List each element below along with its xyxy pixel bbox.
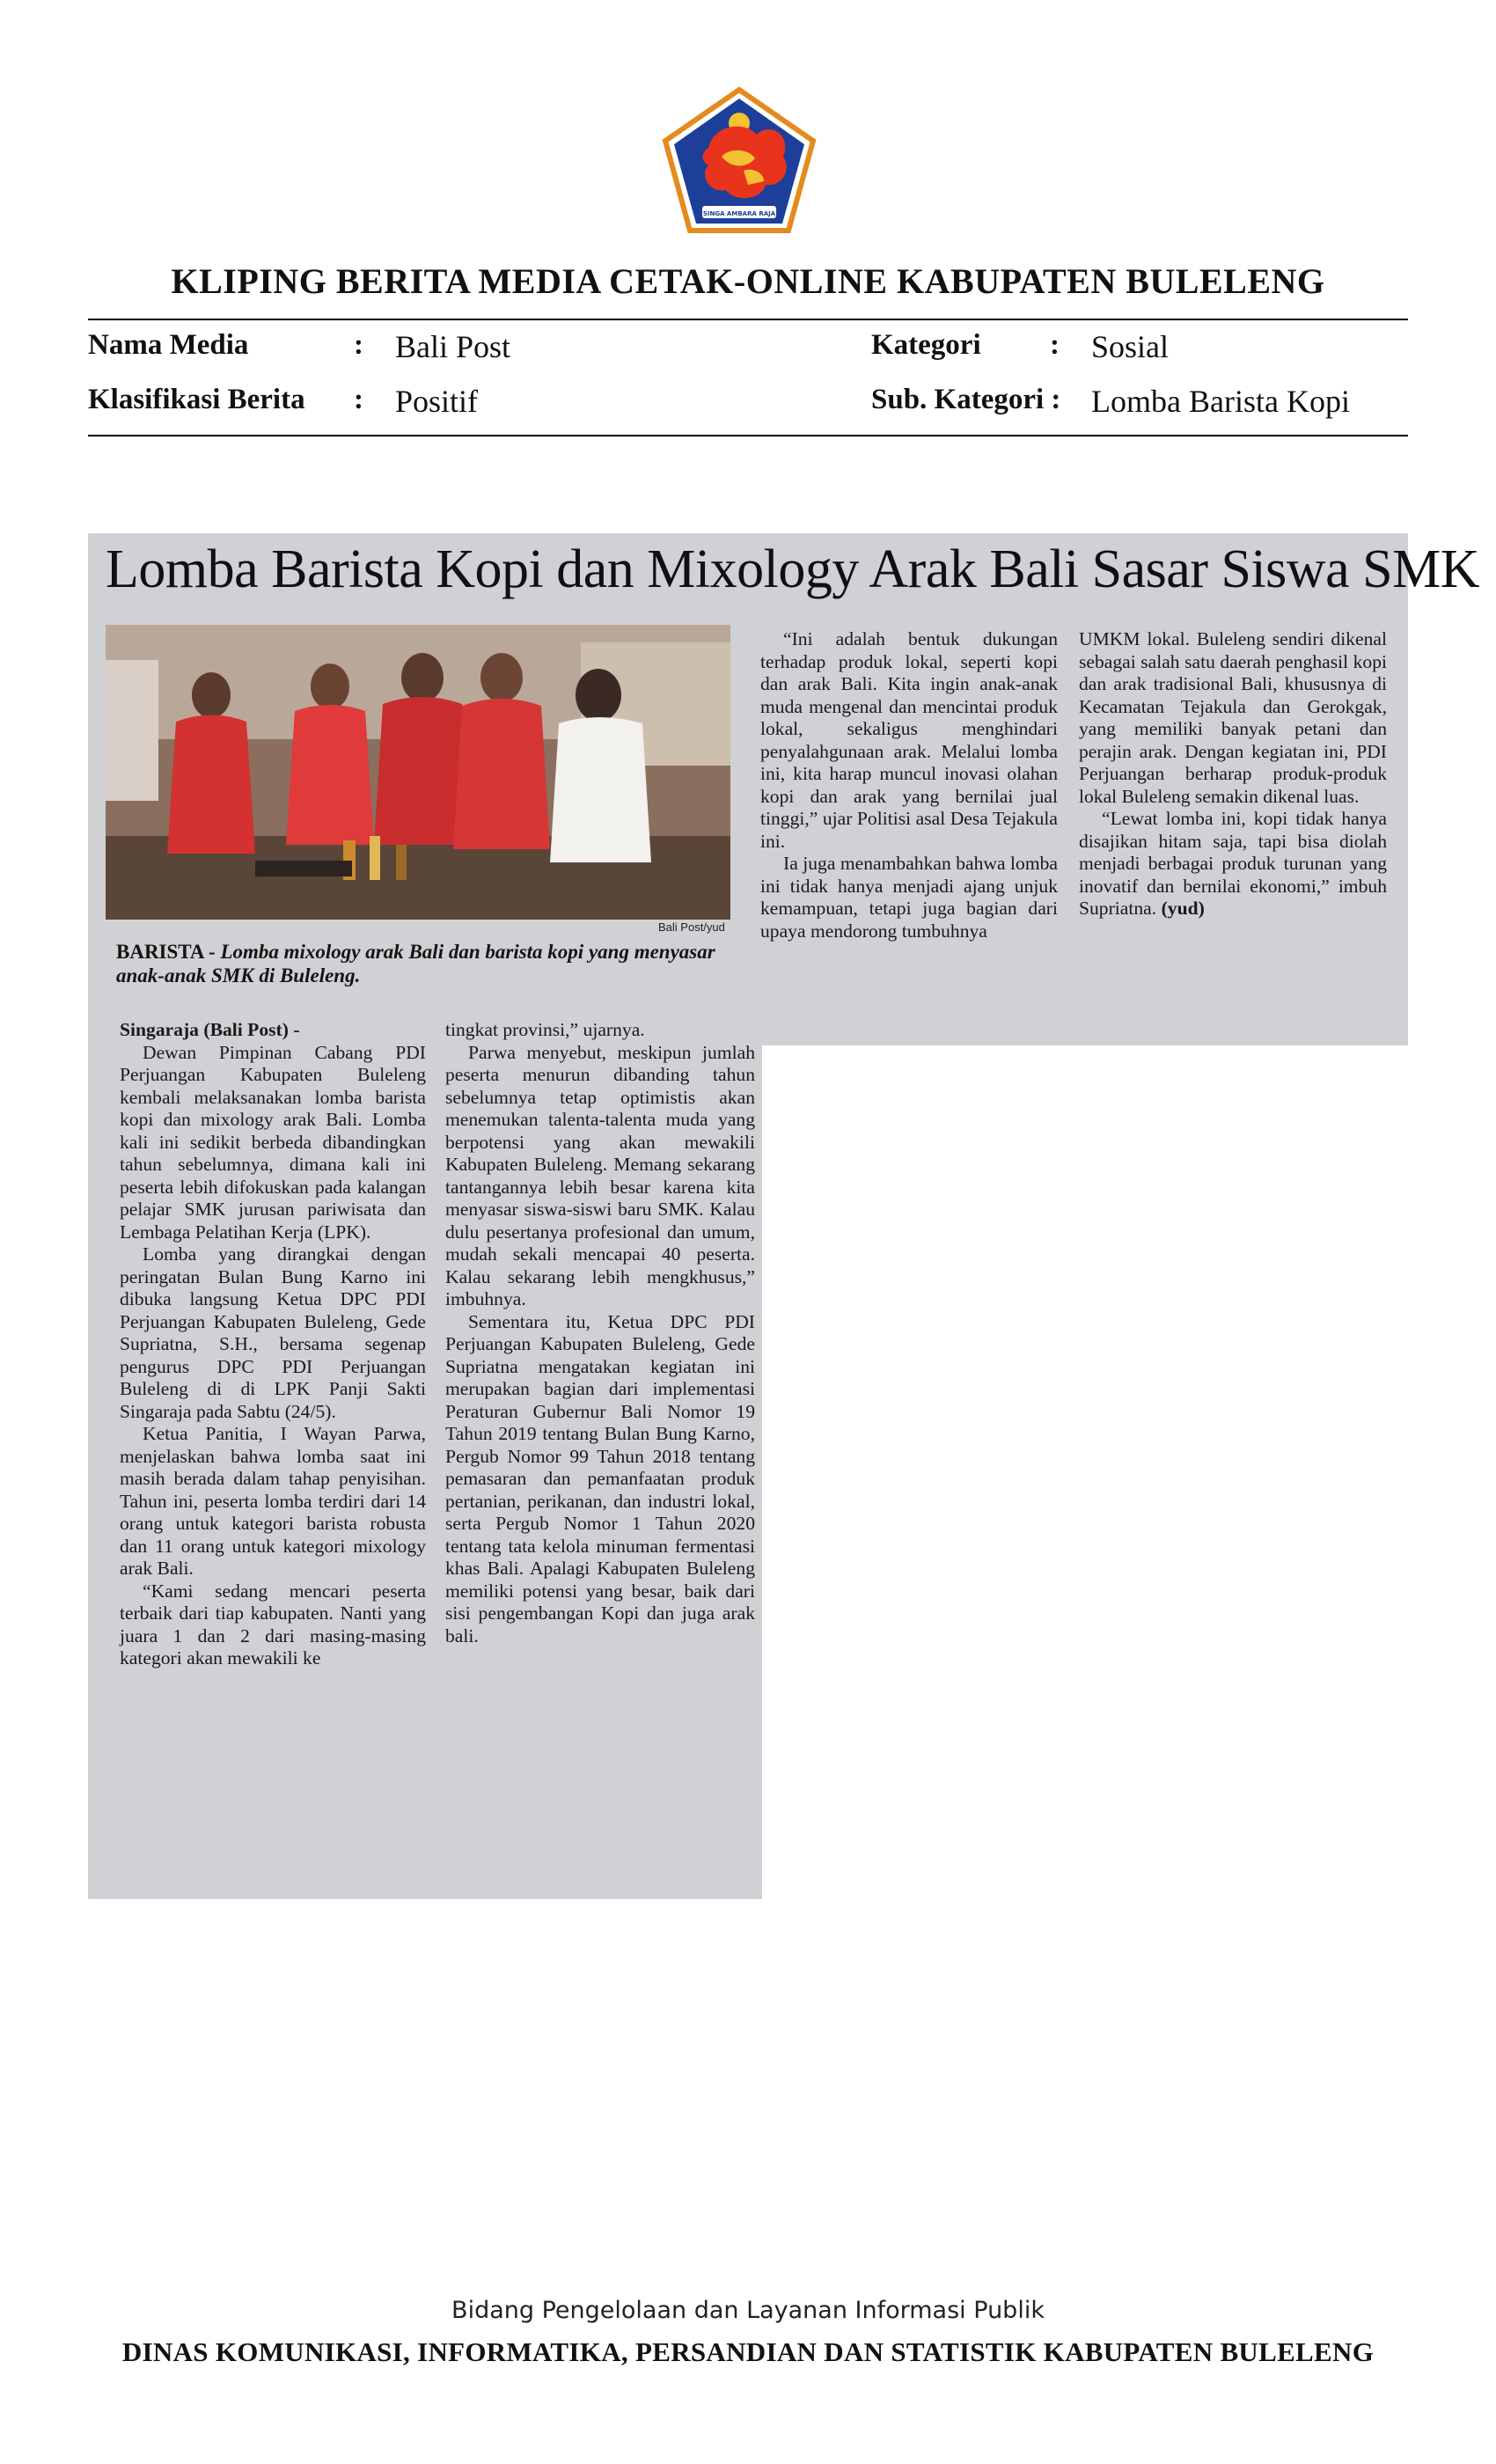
article-column-1 — [120, 1019, 426, 1670]
media-label: Nama Media — [88, 329, 249, 361]
logo-motto: SINGA AMBARA RAJA — [702, 210, 776, 217]
header-divider-top — [88, 319, 1408, 320]
paragraph: “Kami sedang mencari peserta terbaik dari tiap kabupaten. Nanti yang juara 1 dan 2 dari masing-masing kategori akan mewakili ke — [120, 1580, 426, 1668]
sub-kategori-label: Sub. Kategori : — [871, 384, 1061, 415]
paragraph: Sementara itu, Ketua DPC PDI Perjuangan Kabupaten Buleleng, Gede Supriatna mengatakan kegiatan ini merupakan bagian dari implementasi Peraturan Gubernur Bali Nomor 19 Tahun 2019 tentang Bulan Bung Karno, Pergub Nomor 99 Tahun 2018 tentang pemasaran dan pemanfaatan produk pertanian, perikanan, dan industri lokal, serta Pergub Nomor 1 Tahun 2020 tentang tata kelola minuman fermentasi khas Bali. Apalagi Kabupaten Buleleng memiliki potensi yang besar, baik dari sisi pengembangan Kopi dan juga arak bali. — [445, 1310, 755, 1646]
photo-caption — [116, 940, 741, 987]
klasifikasi-colon: : — [354, 384, 363, 415]
paragraph: Dewan Pimpinan Cabang PDI Perjuangan Kabupaten Buleleng kembali melaksanakan lomba barista kopi dan mixology arak Bali. Lomba kali ini sedikit berbeda dibandingkan tahun sebelumnya, dimana kali ini peserta lebih difokuskan pada kalangan pelajar SMK jurusan pariwisata dan Lembaga Pelatihan Kerja (LPK). — [120, 1041, 426, 1243]
author-signature: (yud) — [1161, 898, 1205, 919]
paragraph: Parwa menyebut, meskipun jumlah peserta menurun dibanding tahun sebelumnya tetap optimistis akan menemukan talenta-talenta muda yang berpotensi yang akan mewakili Kabupaten Buleleng. Memang sekarang tantangannya lebih besar karena kita menyasar siswa-siswi baru SMK. Kalau dulu pesertanya profesional dan umum, mudah sekali mencapai 40 peserta. Kalau sekarang lebih mengkhusus,” imbuhnya. — [445, 1041, 755, 1309]
media-value: Bali Post — [395, 329, 511, 364]
sub-kategori-value: Lomba Barista Kopi — [1091, 384, 1350, 419]
paragraph: UMKM lokal. Buleleng sendiri dikenal sebagai salah satu daerah penghasil kopi dan arak tradisional Bali, khususnya di Kecamatan Tejakula dan Gerokgak, yang memiliki banyak petani dan perajin arak. Dengan kegiatan ini, PDI Perjuangan berharap produk-produk lokal Buleleng semakin dikenal luas. — [1079, 628, 1387, 807]
caption-body: Lomba mixology arak Bali dan barista kopi yang menyasar anak-anak SMK di Buleleng. — [116, 941, 715, 986]
article-photo — [106, 625, 730, 920]
photo-credit: Bali Post/yud — [658, 920, 725, 934]
paragraph: Ia juga menambahkan bahwa lomba ini tidak hanya menjadi ajang unjuk kemampuan, tetapi juga bagian dari upaya mendorong tumbuhnya — [760, 853, 1058, 942]
article-column-2 — [445, 1019, 755, 1647]
article-column-3 — [760, 628, 1058, 942]
article-dateline: Singaraja (Bali Post) - — [120, 1019, 300, 1040]
kategori-label: Kategori — [871, 329, 981, 361]
media-colon: : — [354, 329, 363, 361]
page-title: KLIPING BERITA MEDIA CETAK-ONLINE KABUPATEN BULELENG — [171, 261, 1325, 301]
paragraph: “Ini adalah bentuk dukungan terhadap produk lokal, seperti kopi dan arak Bali. Kita ingin anak-anak muda mengenal dan mencintai produk lokal, sekaligus menghindari penyalahgunaan arak. Melalui lomba ini, kita harap muncul inovasi olahan kopi dan arak yang bernilai jual tinggi,” ujar Politisi asal Desa Tejakula ini. — [760, 628, 1058, 852]
klasifikasi-label: Klasifikasi Berita — [88, 384, 305, 415]
article-headline: Lomba Barista Kopi dan Mixology Arak Bali Sasar Siswa SMK — [106, 539, 1479, 599]
klasifikasi-value: Positif — [395, 384, 479, 419]
header-divider-bottom — [88, 435, 1408, 436]
paragraph: Ketua Panitia, I Wayan Parwa, menjelaskan bahwa lomba saat ini masih berada dalam tahap penyisihan. Tahun ini, peserta lomba terdiri dari 14 orang untuk kategori barista robusta dan 11 orang untuk kategori mixology arak Bali. — [120, 1423, 426, 1579]
paragraph: “Lewat lomba ini, kopi tidak hanya disajikan hitam saja, tapi bisa diolah menjadi berbagai produk turunan yang inovatif dan bernilai ekonomi,” imbuh Supriatna. — [1079, 808, 1387, 919]
article-column-4 — [1079, 628, 1387, 920]
kategori-value: Sosial — [1091, 329, 1170, 364]
kategori-colon: : — [1050, 329, 1060, 361]
footer-agency: DINAS KOMUNIKASI, INFORMATIKA, PERSANDIAN DAN STATISTIK KABUPATEN BULELENG — [121, 2336, 1375, 2367]
paragraph: tingkat provinsi,” ujarnya. — [445, 1019, 645, 1040]
footer-department: Bidang Pengelolaan dan Layanan Informasi Publik — [451, 2297, 1045, 2324]
paragraph: Lomba yang dirangkai dengan peringatan Bulan Bung Karno ini dibuka langsung Ketua DPC PDI Perjuangan Kabupaten Buleleng, Gede Supriatna, S.H., bersama segenap pengurus DPC PDI Perjuangan Buleleng di di LPK Panji Sakti Singaraja pada Sabtu (24/5). — [120, 1243, 426, 1422]
buleleng-crest-logo — [660, 86, 818, 236]
caption-title: BARISTA - — [116, 941, 221, 963]
